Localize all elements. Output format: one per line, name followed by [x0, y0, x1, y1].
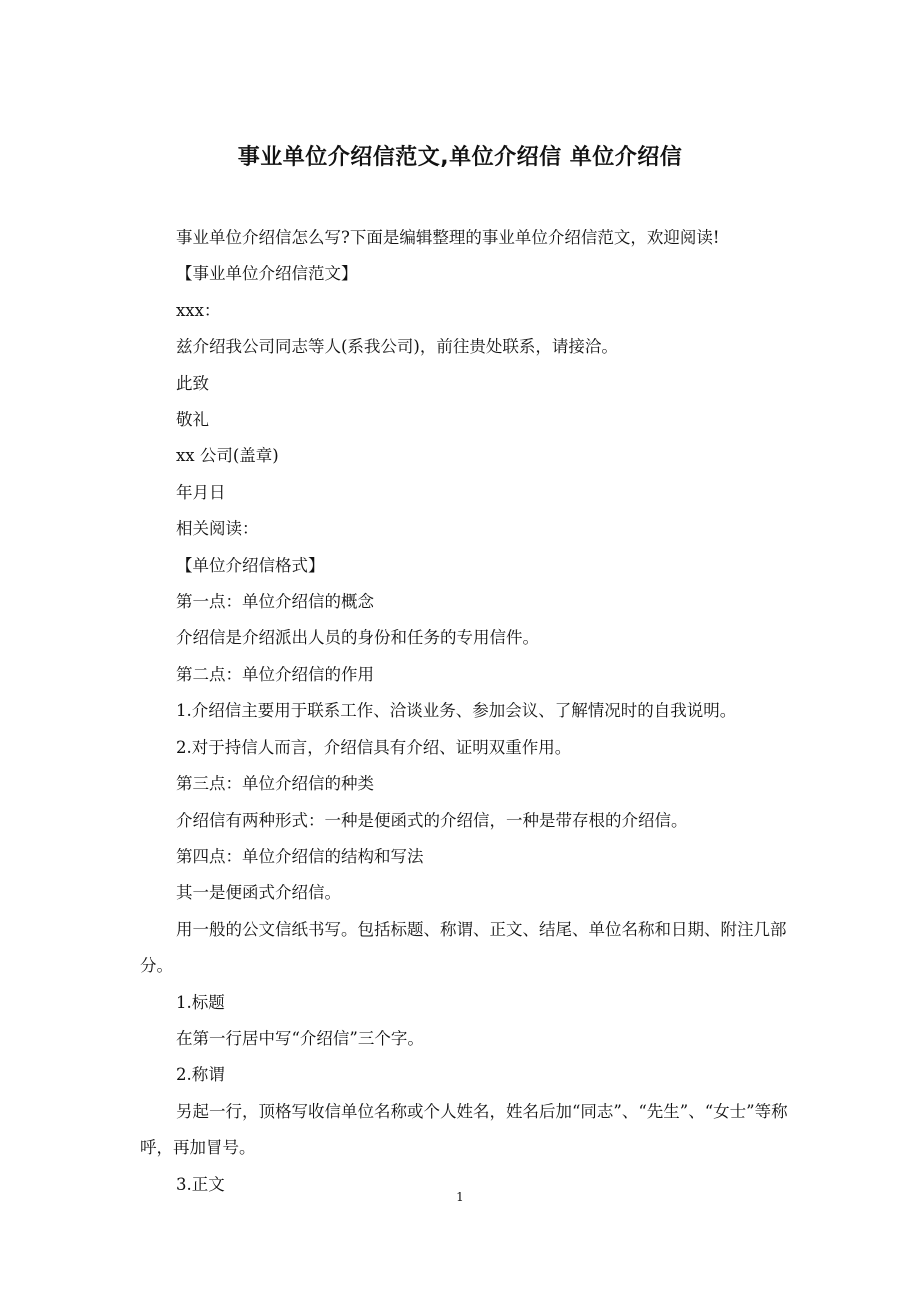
paragraph: 2.对于持信人而言，介绍信具有介绍、证明双重作用。 — [176, 737, 572, 757]
paragraph: 相关阅读： — [176, 519, 259, 539]
paragraph: xx 公司(盖章) — [176, 446, 279, 466]
paragraph: 【事业单位介绍信范文】 — [176, 264, 358, 284]
paragraph: 第二点：单位介绍信的作用 — [176, 664, 374, 684]
page-number: 1 — [456, 1190, 464, 1204]
paragraph: 事业单位介绍信怎么写?下面是编辑整理的事业单位介绍信范文，欢迎阅读! — [176, 228, 720, 247]
paragraph: 2.称谓 — [176, 1065, 225, 1085]
paragraph: 敬礼 — [176, 410, 209, 430]
paragraph: 第四点：单位介绍信的结构和写法 — [176, 846, 424, 866]
paragraph: 在第一行居中写“介绍信”三个字。 — [176, 1028, 424, 1048]
paragraph: 其一是便函式介绍信。 — [176, 883, 341, 903]
paragraph: 另起一行，顶格写收信单位名称或个人姓名，姓名后加“同志”、“先生”、“女士”等称呼，再加冒号。 — [140, 1101, 788, 1158]
paragraph: 年月日 — [176, 482, 226, 502]
paragraph: 介绍信是介绍派出人员的身份和任务的专用信件。 — [176, 628, 539, 648]
paragraph: 用一般的公文信纸书写。包括标题、称谓、正文、结尾、单位名称和日期、附注几部分。 — [140, 919, 787, 976]
paragraph: 3.正文 — [176, 1174, 225, 1194]
paragraph: 【单位介绍信格式】 — [176, 555, 325, 575]
paragraph: 1.标题 — [176, 992, 225, 1012]
document-body — [140, 220, 800, 1203]
paragraph: 此致 — [176, 373, 209, 393]
paragraph: 第一点：单位介绍信的概念 — [176, 592, 374, 612]
paragraph: 兹介绍我公司同志等人(系我公司)，前往贵处联系，请接洽。 — [176, 337, 618, 357]
paragraph: xxx： — [176, 300, 221, 320]
paragraph: 第三点：单位介绍信的种类 — [176, 774, 374, 794]
document-title: 事业单位介绍信范文,单位介绍信 单位介绍信 — [237, 145, 683, 170]
paragraph: 介绍信有两种形式：一种是便函式的介绍信，一种是带存根的介绍信。 — [176, 810, 688, 830]
paragraph: 1.介绍信主要用于联系工作、洽谈业务、参加会议、了解情况时的自我说明。 — [176, 701, 737, 721]
